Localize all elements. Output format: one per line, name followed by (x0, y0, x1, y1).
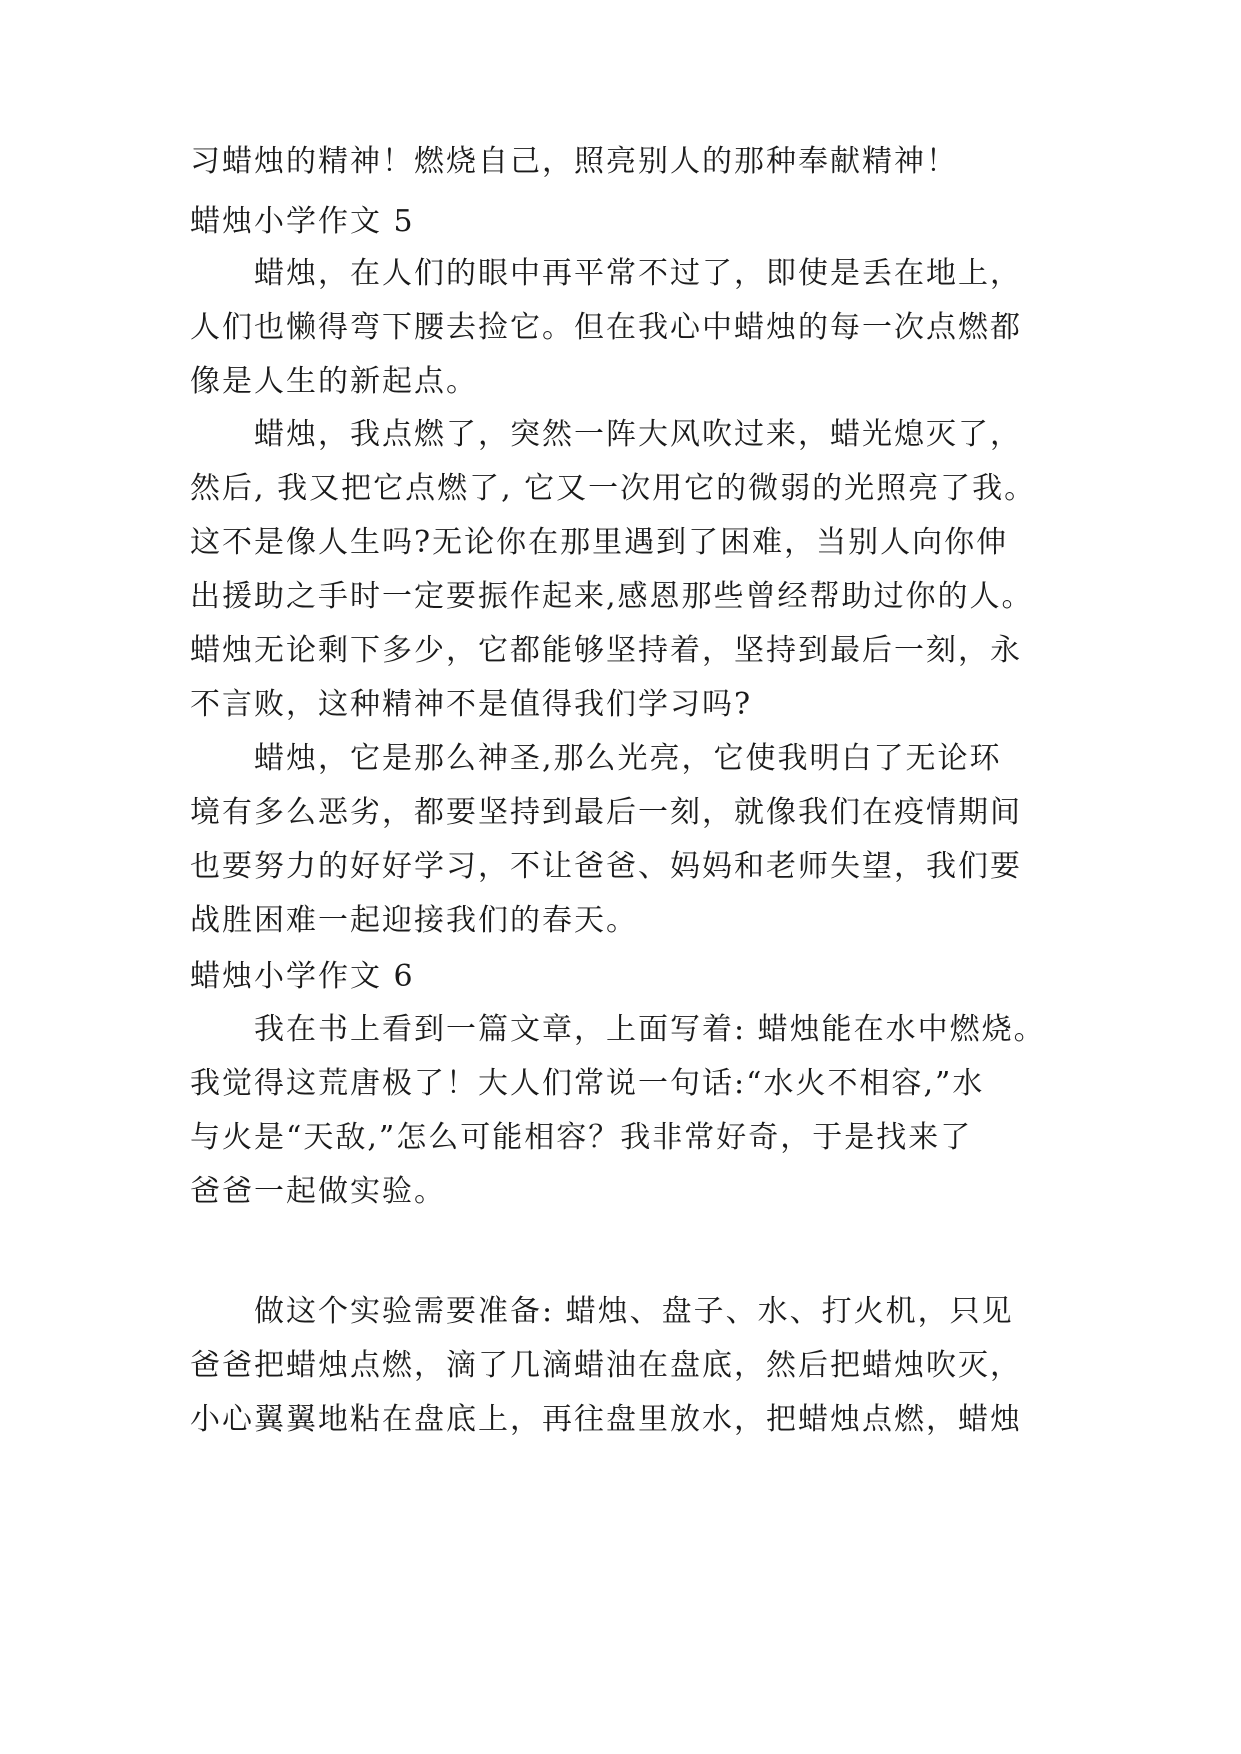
text-line: 蜡烛，我点燃了，突然一阵大风吹过来，蜡光熄灭了， (254, 417, 1022, 452)
text-line: 然后, 我又把它点燃了, 它又一次用它的微弱的光照亮了我。 (190, 471, 1037, 506)
text-line: 不言败，这种精神不是值得我们学习吗? (190, 687, 753, 722)
section-heading: 蜡烛小学作文 5 (190, 204, 415, 239)
text-line: 这不是像人生吗?无论你在那里遇到了困难，当别人向你伸 (190, 525, 1009, 560)
text-line: 我在书上看到一篇文章，上面写着: 蜡烛能在水中燃烧。 (254, 1012, 1046, 1047)
text-line: 人们也懒得弯下腰去捡它。但在我心中蜡烛的每一次点燃都 (190, 310, 1022, 345)
text-line: 像是人生的新起点。 (190, 364, 478, 399)
text-line: 爸爸把蜡烛点燃，滴了几滴蜡油在盘底，然后把蜡烛吹灭， (190, 1348, 1022, 1383)
text-line: 蜡烛无论剩下多少，它都能够坚持着，坚持到最后一刻，永 (190, 633, 1022, 668)
text-line: 爸爸一起做实验。 (190, 1174, 446, 1209)
text-line: 也要努力的好好学习，不让爸爸、妈妈和老师失望，我们要 (190, 849, 1022, 884)
text-line: 我觉得这荒唐极了！大人们常说一句话:“水火不相容,”水 (190, 1066, 985, 1101)
text-line: 蜡烛，在人们的眼中再平常不过了，即使是丢在地上， (254, 256, 1022, 291)
text-line: 战胜困难一起迎接我们的春天。 (190, 903, 638, 938)
section-heading: 蜡烛小学作文 6 (190, 959, 415, 994)
text-line: 出援助之手时一定要振作起来,感恩那些曾经帮助过你的人。 (190, 579, 1034, 614)
text-line: 与火是“天敌,”怎么可能相容？我非常好奇，于是找来了 (190, 1120, 973, 1155)
text-line: 习蜡烛的精神！燃烧自己，照亮别人的那种奉献精神！ (190, 144, 958, 179)
text-line: 做这个实验需要准备: 蜡烛、盘子、水、打火机，只见 (254, 1294, 1014, 1329)
text-line: 境有多么恶劣，都要坚持到最后一刻，就像我们在疫情期间 (190, 795, 1022, 830)
text-line: 小心翼翼地粘在盘底上，再往盘里放水，把蜡烛点燃，蜡烛 (190, 1402, 1022, 1437)
text-line: 蜡烛，它是那么神圣,那么光亮，它使我明白了无论环 (254, 741, 1002, 776)
